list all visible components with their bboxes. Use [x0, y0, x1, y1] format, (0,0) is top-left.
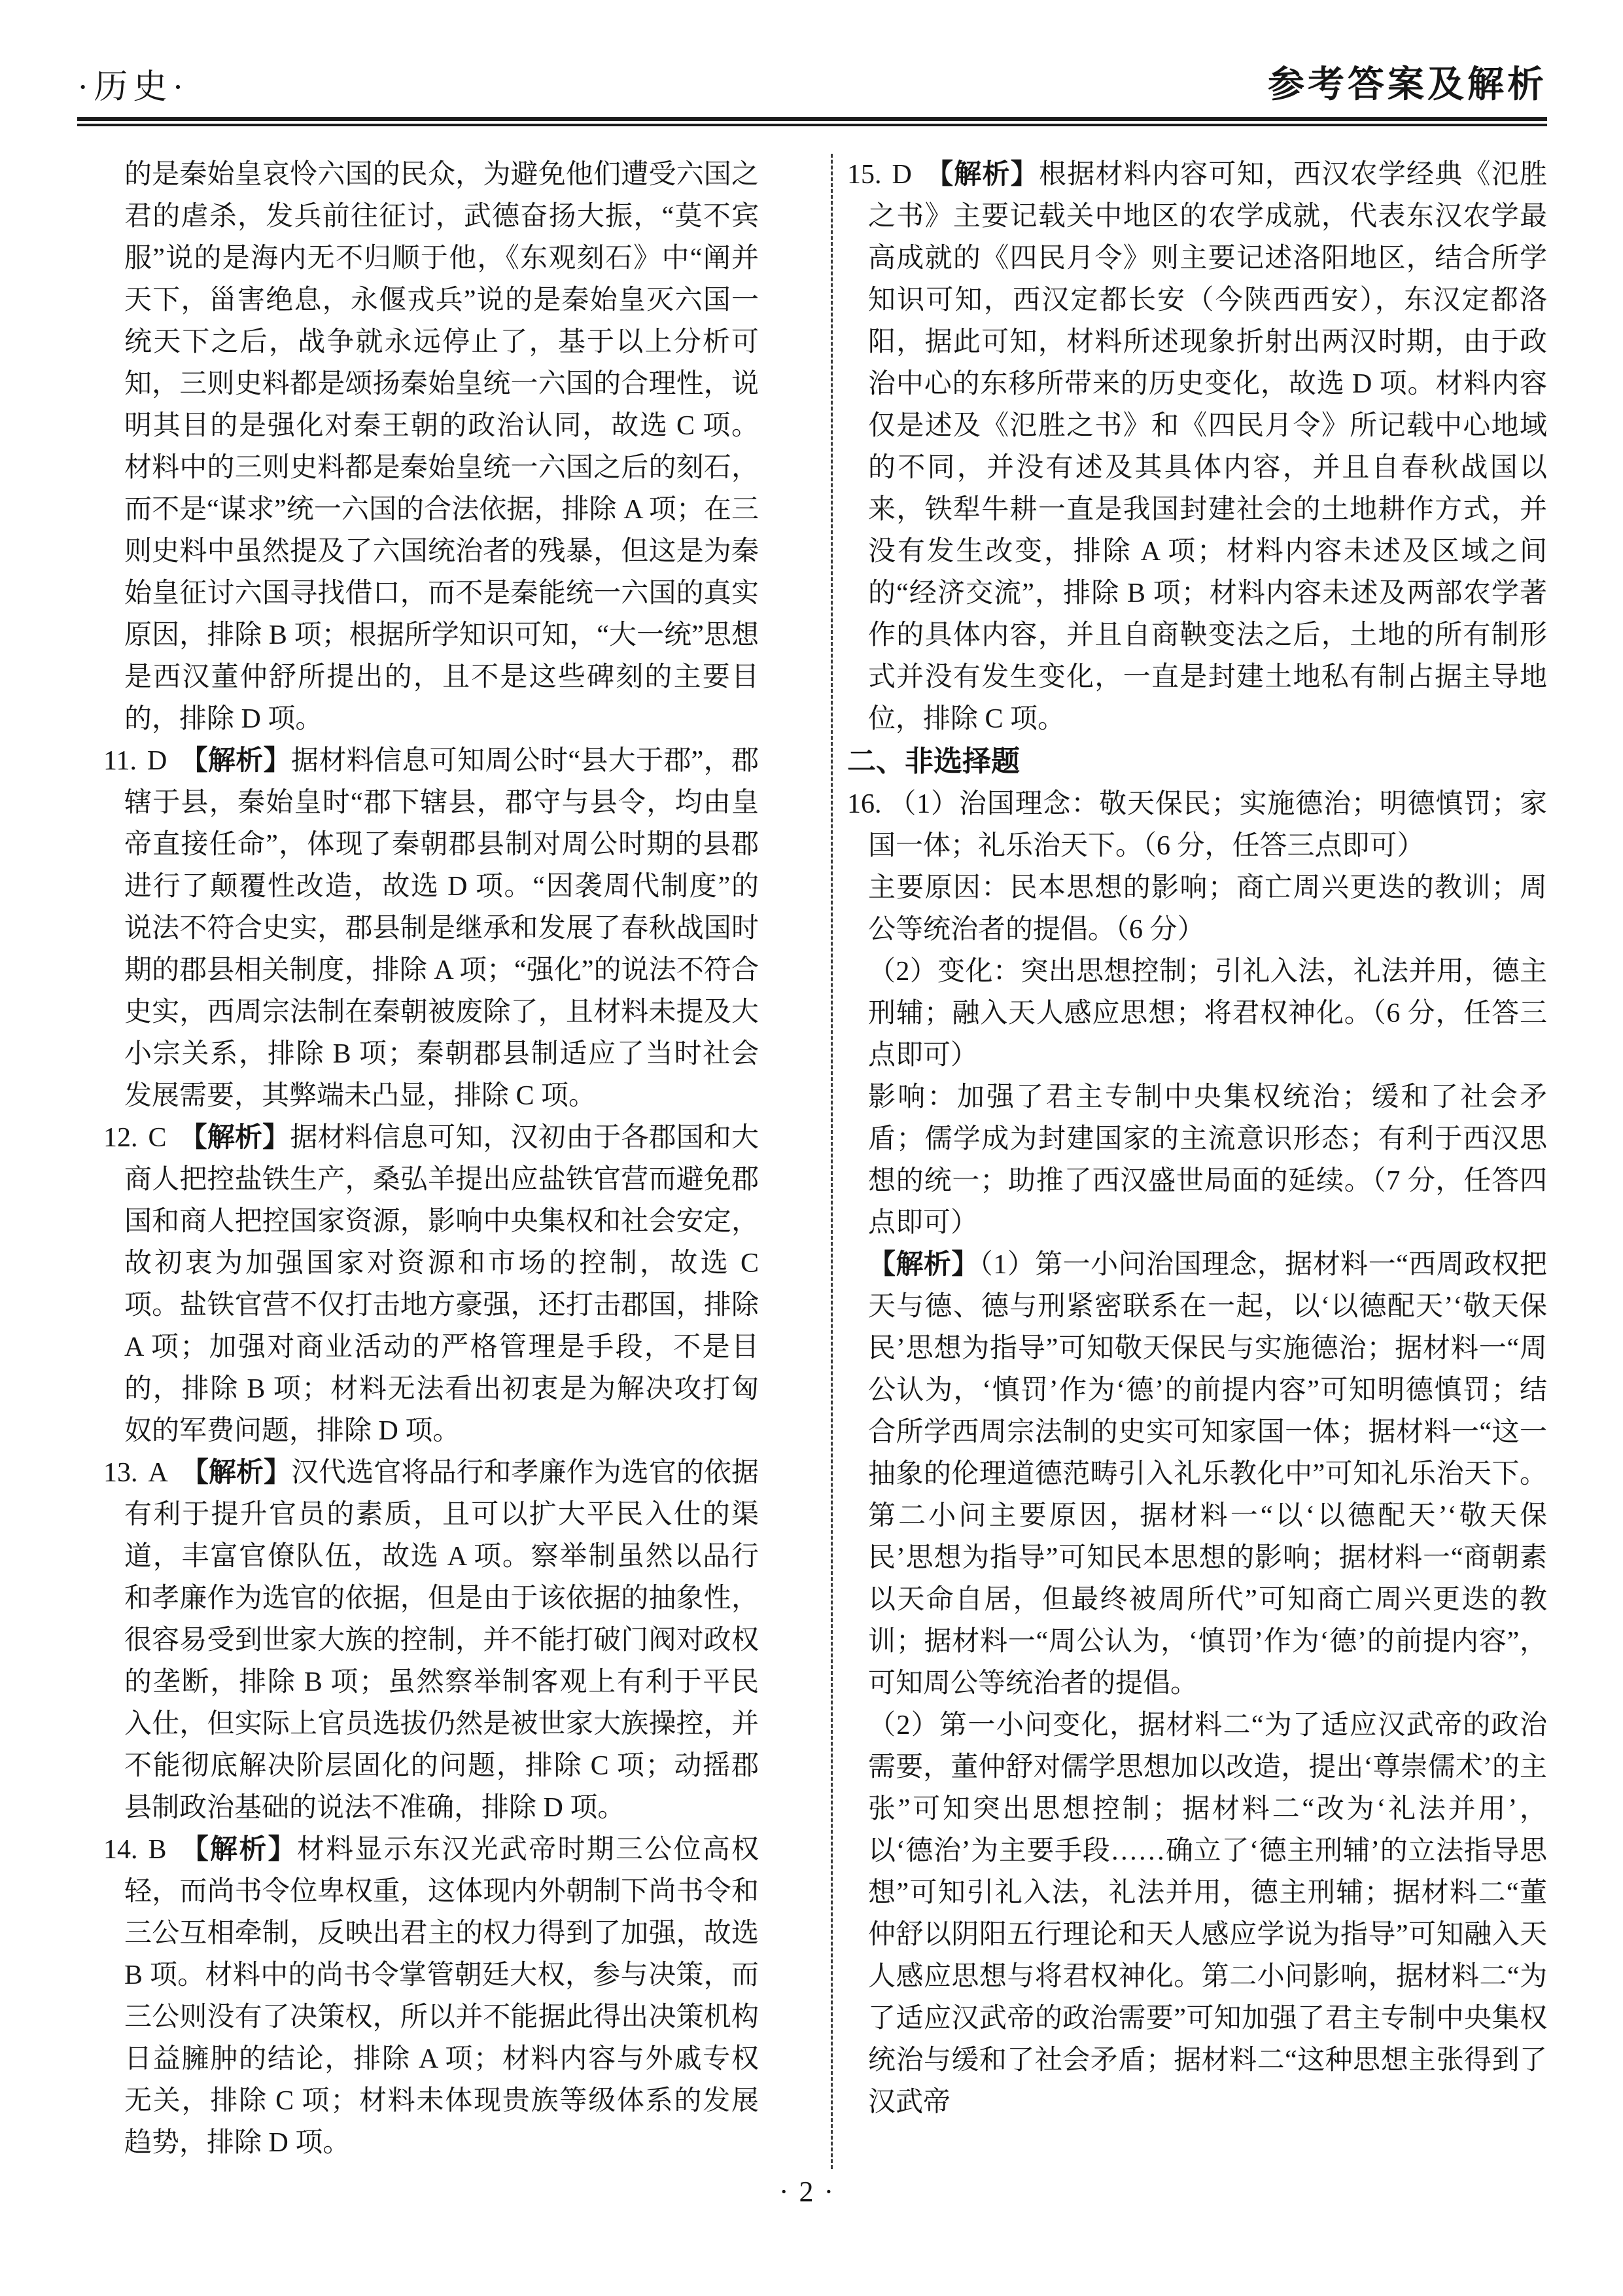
answer-item-11 — [103, 740, 759, 1117]
answer-item-15 — [847, 154, 1547, 740]
answer-letter: A — [148, 1458, 168, 1488]
header-divider-rule — [77, 117, 1547, 126]
answer-item-12 — [103, 1117, 759, 1452]
question-number: 13. — [103, 1458, 138, 1488]
answer-letter: D — [892, 160, 912, 190]
answer-item-16 — [847, 783, 1547, 2123]
question-number: 11. — [103, 746, 137, 776]
analysis-label: 【解析】 — [924, 160, 1039, 190]
analysis-text: 据材料信息可知，汉初由于各郡国和大商人把控盐铁生产，桑弘羊提出应盐铁官营而避免郡国和商人把控国家资源，影响中央集权和社会安定，故初衷为加强国家对资源和市场的控制，故选 C 项。盐铁官营不仅打击地方豪强，还打击郡国，排除 A 项；加强对商业活动的严格管理是手段，不是目的，排除 B 项；材料无法看出初衷是为解决攻打匈奴的军费问题，排除 D 项。 — [124, 1123, 759, 1446]
question-number: 14. — [103, 1835, 138, 1865]
left-column — [103, 154, 759, 2169]
page-number: ·2· — [778, 2176, 845, 2208]
answer-letter: B — [148, 1835, 167, 1865]
item-16-analysis-part-2: （2）第一小问变化，据材料二“为了适应汉武帝的政治需要，董仲舒对儒学思想加以改造，提出‘尊崇儒术’的主张”可知突出思想控制；据材料二“改为‘礼法并用’，以‘德治’为主要手段……确立了‘德主刑辅’的立法指导思想”可知引礼入法，礼法并用，德主刑辅；据材料二“董仲舒以阴阳五行理论和天人感应学说为指导”可知融入天人感应思想与将君权神化。第二小问影响，据材料二“为了适应汉武帝的政治需要”可知加强了君主专制中央集权统治与缓和了社会矛盾；据材料二“这种思想主张得到了汉武帝 — [868, 1710, 1547, 2117]
analysis-text: 根据材料内容可知，西汉农学经典《氾胜之书》主要记载关中地区的农学成就，代表东汉农学最高成就的《四民月令》则主要记述洛阳地区，结合所学知识可知，西汉定都长安（今陕西西安），东汉定都洛阳，据此可知，材料所述现象折射出两汉时期，由于政治中心的东移所带来的历史变化，故选 D 项。材料内容仅是述及《氾胜之书》和《四民月令》所记载中心地域的不同，并没有述及其具体内容，并且自春秋战国以来，铁犁牛耕一直是我国封建社会的土地耕作方式，并没有发生改变，排除 A 项；材料内容未述及区域之间的“经济交流”，排除 B 项；材料内容未述及两部农学著作的具体内容，并且自商鞅变法之后，土地的所有制形式并没有发生变化，一直是封建土地私有制占据主导地位，排除 C 项。 — [868, 160, 1547, 734]
analysis-label: 【解析】 — [181, 1458, 292, 1488]
page-header — [77, 56, 1547, 108]
analysis-text: （1）第一小问治国理念，据材料一“西周政权把天与德、德与刑紧密联系在一起，以‘以德配天’‘敬天保民’思想为指导”可知敬天保民与实施德治；据材料一“周公认为，‘慎罚’作为‘德’的前提内容”可知明德慎罚；结合所学西周宗法制的史实可知家国一体；据材料一“这一抽象的伦理道德范畴引入礼乐教化中”可知礼乐治天下。第二小问主要原因，据材料一“以‘以德配天’‘敬天保民’思想为指导”可知民本思想的影响；据材料一“商朝素以天命自居，但最终被周所代”可知商亡周兴更迭的教训；据材料一“周公认为，‘慎罚’作为‘德’的前提内容”，可知周公等统治者的提倡。 — [868, 1250, 1547, 1699]
answer-letter: D — [147, 746, 167, 776]
analysis-label: 【解析】 — [868, 1250, 979, 1280]
analysis-text: 据材料信息可知周公时“县大于郡”，郡辖于县，秦始皇时“郡下辖县，郡守与县令，均由皇帝直接任命”，体现了秦朝郡县制对周公时期的县郡进行了颠覆性改造，故选 D 项。“因袭周代制度”的说法不符合史实，郡县制是继承和发展了春秋战国时期的郡县相关制度，排除 A 项；“强化”的说法不符合史实，西周宗法制在秦朝被废除了，且材料未提及大小宗关系，排除 B 项；秦朝郡县制适应了当时社会发展需要，其弊端未凸显，排除 C 项。 — [124, 746, 759, 1111]
analysis-text: 材料显示东汉光武帝时期三公位高权轻，而尚书令位卑权重，这体现内外朝制下尚书令和三公互相牵制，反映出君主的权力得到了加强，故选 B 项。材料中的尚书令掌管朝廷大权，参与决策，而三公则没有了决策权，所以并不能据此得出决策机构日益臃肿的结论，排除 A 项；材料内容与外戚专权无关，排除 C 项；材料未体现贵族等级体系的发展趋势，排除 D 项。 — [124, 1835, 759, 2158]
item-16-answer-part-4: 影响：加强了君主专制中央集权统治；缓和了社会矛盾；儒学成为封建国家的主流意识形态；有利于西汉思想的统一；助推了西汉盛世局面的延续。（7 分，任答四点即可） — [868, 1082, 1547, 1238]
item-16-analysis-part-1 — [868, 1244, 1547, 1704]
analysis-label: 【解析】 — [180, 746, 291, 776]
answer-item-14 — [103, 1829, 759, 2164]
answer-item-13 — [103, 1452, 759, 1829]
analysis-label: 【解析】 — [179, 1835, 297, 1865]
answer-10-continuation: 的是秦始皇哀怜六国的民众，为避免他们遭受六国之君的虐杀，发兵前往征讨，武德奋扬大振，“莫不宾服”说的是海内无不归顺于他，《东观刻石》中“阐并天下，甾害绝息，永偃戎兵”说的是秦始皇灭六国一统天下之后，战争就永远停止了，基于以上分析可知，三则史料都是颂扬秦始皇统一六国的合理性，说明其目的是强化对秦王朝的政治认同，故选 C 项。材料中的三则史料都是秦始皇统一六国之后的刻石，而不是“谋求”统一六国的合法依据，排除 A 项；在三则史料中虽然提及了六国统治者的残暴，但这是为秦始皇征讨六国寻找借口，而不是秦能统一六国的真实原因，排除 B 项；根据所学知识可知，“大一统”思想是西汉董仲舒所提出的，且不是这些碑刻的主要目的，排除 D 项。 — [124, 160, 759, 734]
answer-letter: C — [148, 1123, 167, 1153]
question-number: 15. — [847, 160, 882, 190]
item-16-answer-part-2: 主要原因：民本思想的影响；商亡周兴更迭的教训；周公等统治者的提倡。（6 分） — [868, 873, 1547, 945]
question-number: 16. — [847, 789, 882, 819]
analysis-text: 汉代选官将品行和孝廉作为选官的依据有利于提升官员的素质，且可以扩大平民入仕的渠道，丰富官僚队伍，故选 A 项。察举制虽然以品行和孝廉作为选官的依据，但是由于该依据的抽象性，很容易受到世家大族的控制，并不能打破门阀对政权的垄断，排除 B 项；虽然察举制客观上有利于平民入仕，但实际上官员选拔仍然是被世家大族操控，并不能彻底解决阶层固化的问题，排除 C 项；动摇郡县制政治基础的说法不准确，排除 D 项。 — [124, 1458, 759, 1823]
question-number: 12. — [103, 1123, 138, 1153]
page-title: 参考答案及解析 — [1268, 65, 1547, 105]
two-column-body — [103, 154, 1547, 2169]
answer-text: （1）治国理念：敬天保民；实施德治；明德慎罚；家国一体；礼乐治天下。（6 分，任答三点即可） — [868, 789, 1547, 861]
analysis-label: 【解析】 — [179, 1123, 290, 1153]
subject-label: ·历史· — [77, 69, 189, 106]
item-16-answer-part-1 — [847, 783, 1547, 867]
item-16-answer-part-3: （2）变化：突出思想控制；引礼入法，礼法并用，德主刑辅；融入天人感应思想；将君权神化。（6 分，任答三点即可） — [868, 957, 1547, 1070]
right-column — [831, 154, 1547, 2169]
section-heading-non-choice: 二、非选择题 — [847, 745, 1020, 777]
